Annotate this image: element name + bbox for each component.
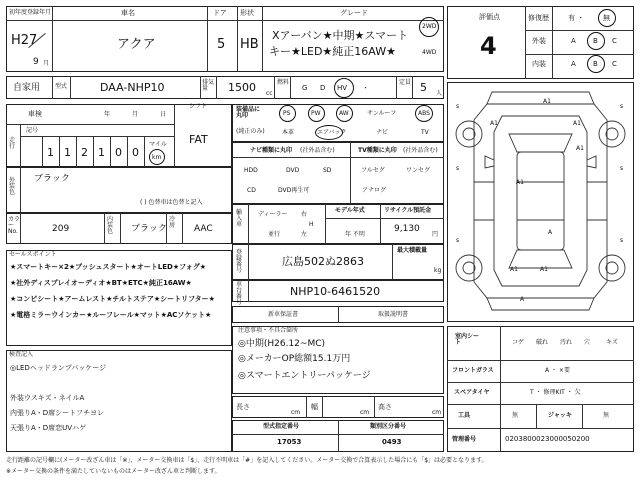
car-name: アクア <box>117 37 156 52</box>
inspector-line-4: 内張りA・D席シートフチヨレ <box>10 409 104 417</box>
damage-tag-6: A1 <box>510 266 518 273</box>
model-year-label: モデル年式 <box>335 207 365 214</box>
ac-label: 冷房 <box>169 216 176 229</box>
damage-tag-5: A1 <box>516 179 524 186</box>
shift-label: シフト <box>189 103 208 110</box>
inspector-line-1: ◎LEDヘッドランプパッケージ <box>10 364 107 372</box>
damage-tag-8: A <box>548 229 553 236</box>
mileage-digit-5: 0 <box>115 146 122 159</box>
damage-tag-1: A1 <box>543 98 551 105</box>
note-1: ◎中期(H26.12~MC) <box>238 339 325 349</box>
new-car-warranty: 新車保証書 <box>268 311 299 318</box>
interior-color-label: 内装色 <box>107 216 114 235</box>
recycle-unit: 円 <box>432 231 439 238</box>
interior-grade-selected: B <box>593 60 598 68</box>
displacement: 1500 <box>228 81 256 94</box>
height-label: 高さ <box>378 403 392 411</box>
length-unit: cm <box>291 409 301 416</box>
plate-label: 登録番号 <box>236 249 243 274</box>
side-mark-4: s <box>620 165 624 172</box>
navi-dvd: DVD <box>286 167 300 174</box>
inspection-day: 日 <box>160 111 167 118</box>
door-label: ドア <box>213 9 227 17</box>
sales-point-4: ★電格ミラーウインカー★ルーフレール★マット★ACソケット★ <box>10 311 212 319</box>
fuel-d: D <box>320 84 326 92</box>
footer-note-2: ※メーター交換の条件を満たしていないものはメーター改ざん車と判断します。 <box>6 468 221 475</box>
plate-value: 広島502ぬ2863 <box>282 255 364 268</box>
inspection-month: 月 <box>132 111 139 118</box>
equipment-sub: (純正のみ) <box>236 128 265 135</box>
interior-grade-label: 内装 <box>532 60 546 68</box>
sales-point-1: ★スマートキー×2★プッシュスタート★オートLED★フォグ★ <box>10 263 207 271</box>
tv-title-sub: (社外品含む) <box>403 147 438 154</box>
repair-label: 修復歴 <box>528 14 549 22</box>
import-label: 輸入車 <box>236 209 243 228</box>
interior-item-4: 穴 <box>584 339 591 346</box>
owner-manual: 取扱説明書 <box>378 311 409 318</box>
damage-tag-9: A <box>520 296 525 303</box>
inspector-line-5: 天張りA・D席恋UVハゲ <box>10 424 87 432</box>
ac-type: AAC <box>194 224 213 234</box>
max-load-unit: kg <box>434 267 442 274</box>
footer-note-1: 走行距離の記号欄に(メーター改ざん車は「※」、メーター交換車は「$」、走行不明車は「#」を記入してください。メーター交換で合算表示した場合にも「$」は必要となります。 <box>6 457 488 464</box>
exterior-color-note: ( ) 色替車は色替と記入 <box>140 199 203 206</box>
inspector-label: 検査記入 <box>9 351 34 358</box>
mileage-note-label: 記号 <box>26 127 39 134</box>
fuel-hv: HV <box>337 84 348 92</box>
navi-hdd: HDD <box>244 167 258 174</box>
width-label: 幅 <box>311 403 318 411</box>
designated-number-label: 型式指定番号 <box>263 423 300 430</box>
navi-dvd-play: DVD再生可 <box>278 187 310 194</box>
exterior-grade-a: A <box>571 37 576 45</box>
drive-4wd: 4WD <box>422 49 437 56</box>
mileage-digit-6: 0 <box>132 146 139 159</box>
jack-value: 無 <box>603 412 610 419</box>
navi-cd: CD <box>247 187 256 194</box>
side-mark-5: s <box>456 237 460 244</box>
model-label: 型式 <box>55 83 68 90</box>
interior-item-2: 破れ <box>536 339 549 346</box>
reg-year-label: 初年度登録年月 <box>9 9 52 16</box>
chassis-label: 車台番号 <box>236 281 243 306</box>
mileage-digit-3: 2 <box>81 146 88 159</box>
inspector-line-3: 外装ウスキズ・ネイルA <box>10 394 85 402</box>
reg-month: 9 <box>33 57 39 67</box>
inspection-year: 年 <box>104 111 111 118</box>
grade-line2: キー★LED★純正16AW★ <box>269 45 396 58</box>
displacement-label: 排気量 <box>202 79 215 92</box>
navi-title-sub: (社外品含む) <box>300 147 335 154</box>
interior-sheet-label: 室内シート <box>455 333 480 346</box>
windshield-value: A ・ ×要 <box>545 367 570 374</box>
note-3: ◎スマートエントリーパッケージ <box>238 371 371 381</box>
navi-sd: SD <box>323 167 332 174</box>
damage-tag-2: A1 <box>490 120 498 127</box>
exterior-grade-selected: B <box>593 37 598 45</box>
sales-points-label: セールスポイント <box>9 251 57 258</box>
side-mark-6: s <box>620 237 624 244</box>
equip-sunroof: サンルーフ <box>367 110 397 117</box>
mileage-digit-2: 1 <box>64 146 71 159</box>
fuel-g: G <box>302 84 308 92</box>
score-value: 4 <box>480 32 497 60</box>
dimensions-row <box>232 396 444 418</box>
capacity-unit: 人 <box>436 90 443 97</box>
equip-tv: TV <box>421 129 429 136</box>
use-type: 自家用 <box>13 83 41 93</box>
reg-month-unit: 月 <box>43 60 50 67</box>
interior-item-3: 汚れ <box>560 339 573 346</box>
model-year-unknown: 年 不明 <box>345 231 365 238</box>
tv-title: TV種類に丸印 <box>358 147 397 154</box>
cc-unit: cc <box>266 90 273 97</box>
mileage-digit-1: 1 <box>47 146 54 159</box>
equip-pw: PW <box>311 110 321 117</box>
interior-item-5: キズ <box>606 339 618 346</box>
shape-label: 形状 <box>240 9 254 17</box>
reg-era-year: H27 <box>11 33 38 48</box>
color-code-label: カラーNo. <box>8 216 21 235</box>
model-row <box>6 76 444 99</box>
equip-navi: ナビ <box>376 129 389 136</box>
import-dealer: ディーラー <box>258 211 288 218</box>
spare-tire-label: スペアタイヤ <box>454 389 490 396</box>
damage-tag-4: A1 <box>576 145 584 152</box>
interior-item-1: コゲ <box>512 339 525 346</box>
tv-fullseg: フルセグ <box>361 167 385 174</box>
drive-2wd: 2WD <box>422 23 437 30</box>
inspection-label: 車検 <box>28 110 42 118</box>
equip-airbag: エアバック <box>317 129 347 136</box>
grade-mark-label: 評価点 <box>479 13 500 21</box>
recycle-value: 9,130 <box>394 224 420 234</box>
note-2: ◎メーカーOP総額15.1万円 <box>238 354 351 364</box>
interior-grade-c: C <box>612 60 617 68</box>
capacity-label: 定員 <box>399 79 412 86</box>
door-count: 5 <box>217 37 226 52</box>
exterior-grade-c: C <box>612 37 617 45</box>
recycle-label: リサイクル預託金 <box>384 207 432 214</box>
mileage-unit-km: km <box>152 154 162 161</box>
sales-point-2: ★社外ディスプレイオーディオ★BT★ETC★純正16AW★ <box>10 279 192 287</box>
tools-label: 工具 <box>458 412 471 419</box>
fuel-other: ・ <box>362 84 369 92</box>
chassis-value: NHP10-6461520 <box>290 285 381 298</box>
side-mark-2: s <box>620 103 624 110</box>
equip-abs: ABS <box>418 110 430 117</box>
equip-ps: PS <box>283 110 291 117</box>
color-code: 209 <box>52 224 70 234</box>
shift-value: FAT <box>189 133 208 146</box>
mileage-label: 走行 <box>9 137 16 150</box>
width-unit: cm <box>360 409 370 416</box>
exterior-grade-label: 外装 <box>532 37 546 45</box>
windshield-label: フロントガラス <box>452 367 494 374</box>
import-right: 右 <box>301 211 308 218</box>
jack-label: ジャッキ <box>548 412 572 419</box>
import-h: H <box>309 221 314 228</box>
mileage-unit-mile: マイル <box>149 141 167 148</box>
tv-oneseg: ワンセグ <box>406 167 431 174</box>
car-diagram <box>447 82 634 322</box>
tv-analog: アナログ <box>362 187 387 194</box>
body-shape: HB <box>240 37 259 52</box>
equip-aw: AW <box>339 110 349 117</box>
repair-selected: 無 <box>603 14 610 22</box>
navi-title: ナビ種類に丸印 <box>250 147 293 154</box>
repair-options: 有 ・ <box>568 14 585 22</box>
mileage-digit-4: 1 <box>98 146 105 159</box>
equipment-label: 装備品に丸印 <box>236 106 261 119</box>
import-left: 左 <box>301 231 308 238</box>
management-number-label: 管理番号 <box>452 436 477 443</box>
side-mark-3: s <box>456 165 460 172</box>
designated-number: 17053 <box>277 438 302 446</box>
damage-tag-3: A1 <box>573 120 581 127</box>
category-number-label: 類別区分番号 <box>370 423 407 430</box>
spare-tire-value: T ・ 修理KIT ・ 欠 <box>530 389 581 396</box>
category-number: 0493 <box>382 438 402 446</box>
side-mark-1: s <box>456 103 460 110</box>
grade-line1: Xアーバン★中期★スマート <box>272 29 409 42</box>
damage-tag-7: A1 <box>540 266 548 273</box>
management-number: 0203800023000050200 <box>505 435 590 443</box>
exterior-color: ブラック <box>34 174 70 184</box>
car-name-label: 車名 <box>121 9 135 17</box>
import-parallel: 並行 <box>268 231 281 238</box>
interior-color: ブラック <box>131 224 167 234</box>
capacity: 5 <box>420 81 427 94</box>
interior-grade-a: A <box>571 60 576 68</box>
sales-point-3: ★コンビシート★アームレスト★チルトステア★シートリフター★ <box>10 295 215 303</box>
fuel-label: 燃料 <box>277 79 290 86</box>
notes-label: 注意事項・不具合箇所 <box>238 327 299 334</box>
tools-value: 無 <box>512 412 519 419</box>
max-load-label: 最大積載量 <box>397 247 428 254</box>
length-label: 長さ <box>236 403 250 411</box>
exterior-color-label: 外装色 <box>9 177 16 196</box>
model-code: DAA-NHP10 <box>100 81 165 94</box>
height-unit: cm <box>432 409 442 416</box>
equip-leather: 本革 <box>282 129 295 136</box>
grade-label: グレード <box>340 9 368 17</box>
